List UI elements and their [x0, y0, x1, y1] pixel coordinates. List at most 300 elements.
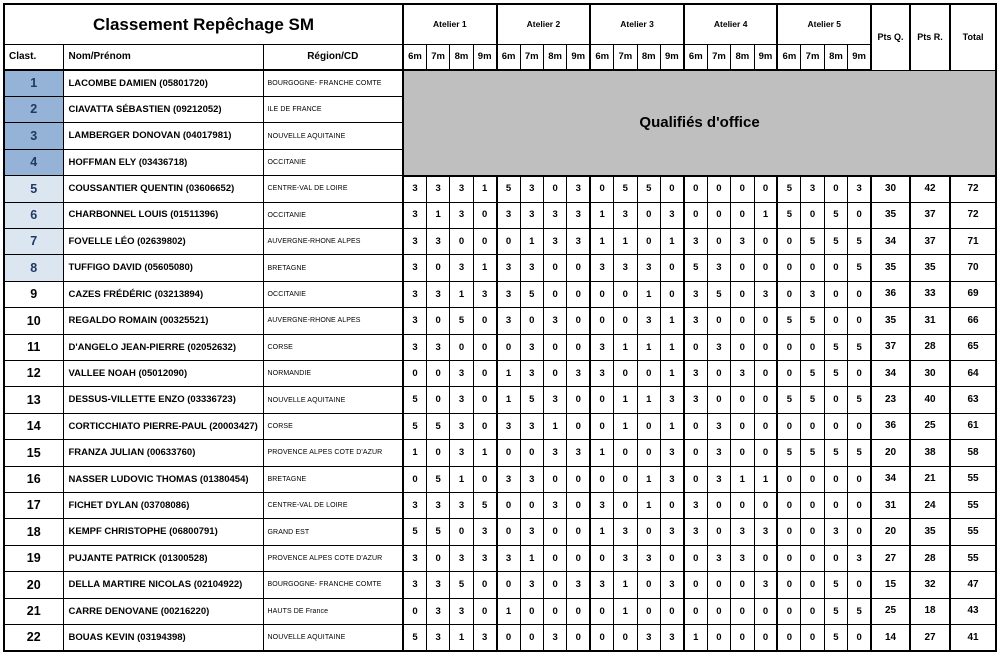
table-row [4, 202, 996, 228]
pts-q-cell: 14 [871, 625, 910, 651]
score-cell: 0 [473, 387, 496, 413]
rank-cell: 8 [4, 255, 63, 281]
score-cell: 5 [707, 281, 730, 307]
score-cell: 0 [777, 493, 800, 519]
score-cell: 0 [403, 466, 426, 492]
score-cell: 0 [801, 255, 824, 281]
player-name-cell: BOUAS KEVIN (03194398) [63, 625, 263, 651]
score-cell: 0 [684, 598, 707, 624]
total-cell: 41 [950, 625, 996, 651]
pts-q-cell: 35 [871, 308, 910, 334]
score-cell: 0 [590, 598, 613, 624]
player-name-cell: LACOMBE DAMIEN (05801720) [63, 70, 263, 96]
score-cell: 1 [614, 387, 637, 413]
score-cell: 0 [567, 413, 590, 439]
pts-q-cell: 20 [871, 440, 910, 466]
score-cell: 3 [543, 440, 566, 466]
score-cell: 0 [754, 440, 777, 466]
total-cell: 71 [950, 228, 996, 254]
score-cell: 0 [614, 360, 637, 386]
rank-cell: 11 [4, 334, 63, 360]
score-cell: 0 [637, 519, 660, 545]
total-cell: 43 [950, 598, 996, 624]
score-cell: 3 [403, 228, 426, 254]
score-cell: 0 [637, 360, 660, 386]
score-cell: 0 [777, 255, 800, 281]
pts-q-cell: 34 [871, 466, 910, 492]
score-cell: 1 [473, 255, 496, 281]
score-cell: 5 [520, 387, 543, 413]
pts-q-cell: 20 [871, 519, 910, 545]
score-cell: 0 [824, 308, 847, 334]
score-cell: 0 [801, 519, 824, 545]
score-cell: 3 [754, 519, 777, 545]
score-cell: 3 [707, 545, 730, 571]
score-cell: 0 [731, 440, 754, 466]
table-header [4, 4, 996, 70]
score-cell: 0 [754, 413, 777, 439]
rank-cell: 14 [4, 413, 63, 439]
region-cell: NOUVELLE AQUITAINE [263, 123, 403, 149]
score-cell: 3 [543, 228, 566, 254]
score-cell: 0 [848, 519, 871, 545]
distance-header: 9m [567, 44, 590, 70]
score-cell: 3 [614, 519, 637, 545]
rank-cell: 22 [4, 625, 63, 651]
score-cell: 3 [801, 281, 824, 307]
score-cell: 0 [707, 572, 730, 598]
score-cell: 0 [543, 176, 566, 202]
score-cell: 3 [707, 255, 730, 281]
score-cell: 0 [777, 360, 800, 386]
score-cell: 1 [590, 202, 613, 228]
score-cell: 3 [403, 493, 426, 519]
distance-header: 8m [731, 44, 754, 70]
score-cell: 5 [450, 308, 473, 334]
score-cell: 3 [426, 228, 449, 254]
score-cell: 5 [848, 228, 871, 254]
score-cell: 0 [567, 519, 590, 545]
distance-header: 7m [520, 44, 543, 70]
score-cell: 3 [731, 545, 754, 571]
score-cell: 3 [520, 202, 543, 228]
score-cell: 0 [660, 598, 683, 624]
score-cell: 0 [497, 519, 520, 545]
qualified-office-cell: Qualifiés d'office [403, 70, 996, 176]
score-cell: 1 [473, 440, 496, 466]
distance-header: 6m [497, 44, 520, 70]
score-cell: 0 [473, 572, 496, 598]
score-cell: 3 [426, 176, 449, 202]
score-cell: 3 [450, 413, 473, 439]
pts-q-cell: 34 [871, 228, 910, 254]
rank-cell: 6 [4, 202, 63, 228]
score-cell: 0 [731, 176, 754, 202]
score-cell: 0 [590, 413, 613, 439]
pts-r-cell: 18 [910, 598, 950, 624]
table-row [4, 572, 996, 598]
score-cell: 3 [684, 308, 707, 334]
distance-header: 9m [848, 44, 871, 70]
score-cell: 0 [731, 281, 754, 307]
score-cell: 3 [801, 176, 824, 202]
score-cell: 3 [590, 255, 613, 281]
score-cell: 1 [754, 466, 777, 492]
score-cell: 5 [848, 598, 871, 624]
score-cell: 5 [824, 598, 847, 624]
score-cell: 1 [450, 281, 473, 307]
score-cell: 0 [590, 281, 613, 307]
score-cell: 0 [614, 308, 637, 334]
score-cell: 1 [660, 334, 683, 360]
pts-r-cell: 24 [910, 493, 950, 519]
score-cell: 0 [777, 281, 800, 307]
score-cell: 5 [824, 625, 847, 651]
score-cell: 1 [660, 360, 683, 386]
region-cell: OCCITANIE [263, 202, 403, 228]
player-name-cell: CHARBONNEL LOUIS (01511396) [63, 202, 263, 228]
score-cell: 0 [637, 440, 660, 466]
score-cell: 0 [777, 545, 800, 571]
score-cell: 3 [731, 228, 754, 254]
score-cell: 0 [848, 493, 871, 519]
player-name-cell: CARRE DENOVANE (00216220) [63, 598, 263, 624]
score-cell: 3 [403, 308, 426, 334]
distance-header: 7m [707, 44, 730, 70]
score-cell: 5 [403, 413, 426, 439]
score-cell: 3 [473, 519, 496, 545]
score-cell: 3 [754, 572, 777, 598]
score-cell: 3 [520, 466, 543, 492]
score-cell: 0 [801, 413, 824, 439]
score-cell: 3 [684, 228, 707, 254]
pts-q-cell: 37 [871, 334, 910, 360]
score-cell: 1 [614, 598, 637, 624]
score-cell: 1 [590, 440, 613, 466]
score-cell: 3 [497, 466, 520, 492]
score-cell: 0 [637, 572, 660, 598]
rank-cell: 17 [4, 493, 63, 519]
score-cell: 0 [590, 308, 613, 334]
player-name-cell: KEMPF CHRISTOPHE (06800791) [63, 519, 263, 545]
score-cell: 5 [403, 519, 426, 545]
rank-cell: 21 [4, 598, 63, 624]
pts-q-cell: 30 [871, 176, 910, 202]
score-cell: 0 [754, 387, 777, 413]
score-cell: 5 [824, 334, 847, 360]
score-cell: 0 [754, 255, 777, 281]
score-cell: 0 [777, 519, 800, 545]
score-cell: 0 [473, 598, 496, 624]
score-cell: 0 [567, 466, 590, 492]
score-cell: 3 [567, 228, 590, 254]
score-cell: 0 [543, 572, 566, 598]
pts-r-cell: 30 [910, 360, 950, 386]
score-cell: 0 [426, 255, 449, 281]
score-cell: 0 [824, 281, 847, 307]
score-cell: 3 [403, 281, 426, 307]
score-cell: 1 [660, 413, 683, 439]
distance-header: 9m [660, 44, 683, 70]
total-cell: 63 [950, 387, 996, 413]
table-row [4, 493, 996, 519]
score-cell: 0 [707, 387, 730, 413]
score-cell: 0 [497, 625, 520, 651]
score-cell: 5 [637, 176, 660, 202]
score-cell: 0 [520, 308, 543, 334]
pts-q-column-header: Pts Q. [871, 4, 910, 70]
score-cell: 3 [614, 202, 637, 228]
table-row [4, 70, 996, 96]
score-cell: 0 [543, 360, 566, 386]
score-cell: 5 [848, 334, 871, 360]
score-cell: 0 [801, 572, 824, 598]
score-cell: 5 [824, 228, 847, 254]
distance-header: 7m [614, 44, 637, 70]
score-cell: 3 [450, 255, 473, 281]
score-cell: 0 [543, 598, 566, 624]
distance-header: 8m [450, 44, 473, 70]
score-cell: 3 [590, 334, 613, 360]
table-row [4, 545, 996, 571]
score-cell: 3 [660, 387, 683, 413]
score-cell: 0 [567, 387, 590, 413]
region-cell: AUVERGNE-RHONE ALPES [263, 228, 403, 254]
region-cell: PROVENCE ALPES COTE D'AZUR [263, 440, 403, 466]
pts-q-cell: 15 [871, 572, 910, 598]
score-cell: 0 [777, 466, 800, 492]
score-cell: 3 [707, 413, 730, 439]
score-cell: 1 [590, 228, 613, 254]
score-cell: 0 [684, 466, 707, 492]
total-cell: 61 [950, 413, 996, 439]
score-cell: 5 [801, 440, 824, 466]
score-cell: 0 [777, 598, 800, 624]
player-name-cell: CIAVATTA SÉBASTIEN (09212052) [63, 96, 263, 122]
score-cell: 5 [497, 176, 520, 202]
score-cell: 3 [660, 202, 683, 228]
score-cell: 3 [497, 255, 520, 281]
score-cell: 0 [801, 466, 824, 492]
score-cell: 1 [614, 413, 637, 439]
score-cell: 1 [637, 493, 660, 519]
table-row [4, 598, 996, 624]
score-cell: 0 [824, 493, 847, 519]
score-cell: 5 [801, 228, 824, 254]
score-cell: 5 [801, 308, 824, 334]
score-cell: 3 [473, 545, 496, 571]
score-cell: 3 [497, 202, 520, 228]
score-cell: 3 [543, 625, 566, 651]
score-cell: 0 [660, 255, 683, 281]
score-cell: 0 [731, 413, 754, 439]
score-cell: 0 [637, 228, 660, 254]
pts-r-cell: 28 [910, 545, 950, 571]
player-name-cell: VALLEE NOAH (05012090) [63, 360, 263, 386]
score-cell: 0 [754, 228, 777, 254]
score-cell: 0 [497, 334, 520, 360]
pts-r-cell: 33 [910, 281, 950, 307]
score-cell: 3 [426, 334, 449, 360]
score-cell: 3 [567, 360, 590, 386]
score-cell: 0 [731, 202, 754, 228]
score-cell: 5 [426, 466, 449, 492]
score-cell: 3 [426, 598, 449, 624]
score-cell: 3 [450, 545, 473, 571]
score-cell: 3 [660, 519, 683, 545]
score-cell: 5 [614, 176, 637, 202]
score-cell: 0 [473, 360, 496, 386]
score-cell: 0 [520, 493, 543, 519]
score-cell: 3 [660, 440, 683, 466]
score-cell: 3 [567, 202, 590, 228]
score-cell: 1 [754, 202, 777, 228]
score-cell: 0 [684, 545, 707, 571]
score-cell: 1 [520, 228, 543, 254]
rank-cell: 4 [4, 149, 63, 175]
score-cell: 3 [707, 440, 730, 466]
score-cell: 1 [497, 387, 520, 413]
score-cell: 0 [801, 545, 824, 571]
rank-cell: 20 [4, 572, 63, 598]
score-cell: 0 [731, 598, 754, 624]
score-cell: 0 [754, 176, 777, 202]
score-cell: 3 [450, 176, 473, 202]
score-cell: 1 [520, 545, 543, 571]
score-cell: 1 [731, 466, 754, 492]
score-cell: 3 [754, 281, 777, 307]
score-cell: 0 [707, 228, 730, 254]
pts-q-cell: 25 [871, 598, 910, 624]
score-cell: 0 [801, 625, 824, 651]
score-cell: 0 [567, 598, 590, 624]
score-cell: 0 [848, 466, 871, 492]
region-cell: OCCITANIE [263, 281, 403, 307]
atelier-2-header: Atelier 2 [497, 4, 591, 44]
table-row [4, 334, 996, 360]
distance-header: 6m [403, 44, 426, 70]
score-cell: 5 [426, 519, 449, 545]
score-cell: 3 [684, 519, 707, 545]
player-name-cell: DELLA MARTIRE NICOLAS (02104922) [63, 572, 263, 598]
score-cell: 3 [567, 440, 590, 466]
score-cell: 0 [824, 466, 847, 492]
player-name-cell: DESSUS-VILLETTE ENZO (03336723) [63, 387, 263, 413]
score-cell: 3 [520, 255, 543, 281]
score-cell: 0 [567, 545, 590, 571]
score-cell: 3 [684, 387, 707, 413]
score-cell: 3 [590, 360, 613, 386]
score-cell: 0 [731, 572, 754, 598]
player-name-cell: PUJANTE PATRICK (01300528) [63, 545, 263, 571]
score-cell: 3 [403, 545, 426, 571]
score-cell: 3 [848, 545, 871, 571]
score-cell: 5 [520, 281, 543, 307]
total-cell: 55 [950, 519, 996, 545]
score-cell: 0 [590, 625, 613, 651]
table-body [4, 70, 996, 651]
rank-cell: 7 [4, 228, 63, 254]
score-cell: 3 [660, 625, 683, 651]
score-cell: 0 [426, 387, 449, 413]
score-cell: 3 [731, 360, 754, 386]
score-cell: 0 [824, 176, 847, 202]
total-cell: 70 [950, 255, 996, 281]
score-cell: 3 [590, 493, 613, 519]
score-cell: 0 [754, 493, 777, 519]
pts-r-cell: 35 [910, 255, 950, 281]
score-cell: 0 [848, 308, 871, 334]
player-name-cell: D'ANGELO JEAN-PIERRE (02052632) [63, 334, 263, 360]
score-cell: 0 [754, 308, 777, 334]
score-cell: 5 [473, 493, 496, 519]
score-cell: 3 [520, 334, 543, 360]
score-cell: 0 [731, 387, 754, 413]
score-cell: 0 [520, 598, 543, 624]
table-row [4, 625, 996, 651]
rank-cell: 12 [4, 360, 63, 386]
score-cell: 3 [497, 308, 520, 334]
score-cell: 1 [660, 308, 683, 334]
score-cell: 1 [614, 334, 637, 360]
region-cell: CORSE [263, 334, 403, 360]
rank-cell: 16 [4, 466, 63, 492]
score-cell: 3 [497, 545, 520, 571]
score-cell: 3 [520, 519, 543, 545]
score-cell: 0 [660, 493, 683, 519]
score-cell: 3 [848, 176, 871, 202]
region-cell: BRETAGNE [263, 466, 403, 492]
table-row [4, 413, 996, 439]
score-cell: 0 [497, 493, 520, 519]
distance-header: 7m [801, 44, 824, 70]
score-cell: 0 [848, 413, 871, 439]
score-cell: 3 [403, 572, 426, 598]
score-cell: 3 [684, 281, 707, 307]
score-cell: 0 [543, 255, 566, 281]
score-cell: 0 [731, 255, 754, 281]
distance-header: 6m [777, 44, 800, 70]
score-cell: 0 [473, 228, 496, 254]
score-cell: 0 [567, 493, 590, 519]
pts-r-cell: 38 [910, 440, 950, 466]
player-name-cell: COUSSANTIER QUENTIN (03606652) [63, 176, 263, 202]
score-cell: 0 [567, 625, 590, 651]
score-cell: 0 [777, 413, 800, 439]
score-cell: 0 [848, 360, 871, 386]
total-column-header: Total [950, 4, 996, 70]
player-name-cell: LAMBERGER DONOVAN (04017981) [63, 123, 263, 149]
score-cell: 3 [426, 281, 449, 307]
rank-cell: 13 [4, 387, 63, 413]
score-cell: 1 [637, 387, 660, 413]
score-cell: 3 [450, 360, 473, 386]
player-name-cell: NASSER LUDOVIC THOMAS (01380454) [63, 466, 263, 492]
header-columns-row [4, 44, 996, 70]
score-cell: 1 [543, 413, 566, 439]
table-row [4, 360, 996, 386]
score-cell: 3 [731, 519, 754, 545]
score-cell: 3 [660, 466, 683, 492]
score-cell: 0 [824, 387, 847, 413]
score-cell: 0 [614, 281, 637, 307]
score-cell: 0 [426, 545, 449, 571]
total-cell: 65 [950, 334, 996, 360]
region-cell: BOURGOGNE- FRANCHE COMTE [263, 70, 403, 96]
region-cell: GRAND EST [263, 519, 403, 545]
score-cell: 5 [848, 255, 871, 281]
score-cell: 5 [403, 625, 426, 651]
